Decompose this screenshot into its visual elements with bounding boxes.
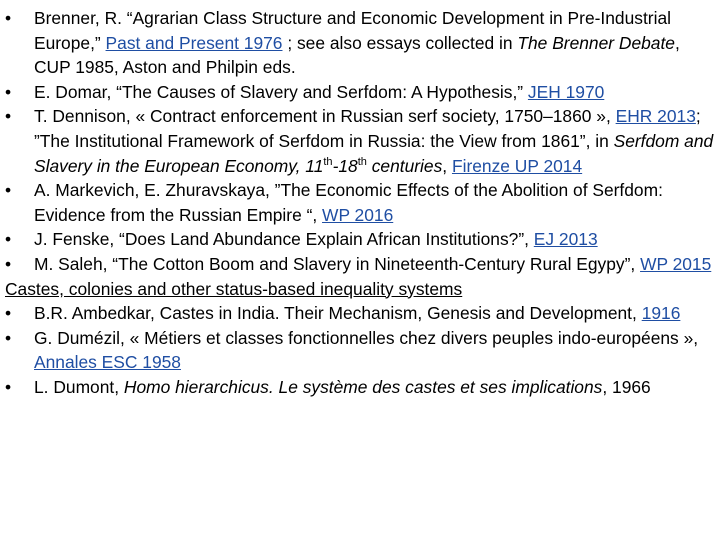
bullet-marker: •	[5, 81, 12, 102]
reference-text	[34, 375, 720, 400]
reference-text	[34, 104, 720, 178]
reference-citation: ; ”The Institutional Framework of Serfdom in Russia: the View from 1861”, in	[34, 106, 701, 151]
reference-entry-ambedkar	[0, 301, 720, 326]
reference-citation: B.R. Ambedkar, Castes in India. Their Mechanism, Genesis and Development,	[34, 303, 642, 324]
reference-entry-dumont	[0, 375, 720, 400]
bullet-marker: •	[5, 106, 12, 127]
reference-citation: J. Fenske, “Does Land Abundance Explain African Institutions?”,	[34, 229, 534, 250]
reference-text	[34, 252, 720, 277]
reference-citation: ; see also essays collected in	[282, 32, 518, 53]
reference-text	[34, 80, 720, 105]
reference-text	[34, 178, 720, 227]
reference-entry-markevich	[0, 178, 720, 227]
reference-link[interactable]: 1916	[641, 303, 681, 324]
reference-text	[34, 6, 720, 80]
reference-citation: L. Dumont,	[34, 376, 124, 397]
reference-entry-brenner	[0, 6, 720, 80]
reference-citation: , 1966	[602, 376, 651, 397]
reference-text	[34, 326, 720, 375]
reference-title-italic: Serfdom and Slavery in the European Economy, 11	[34, 130, 714, 176]
reference-link[interactable]: Firenze UP 2014	[451, 155, 583, 176]
reference-title-italic: -18	[332, 155, 358, 176]
reference-title-italic: The Brenner Debate	[517, 32, 675, 53]
bullet-marker: •	[5, 303, 12, 324]
reference-citation: , CUP 1985, Aston and Philpin eds.	[34, 32, 680, 78]
reference-citation: M. Saleh, “The Cotton Boom and Slavery in Nineteenth-Century Rural Egypy”,	[34, 253, 641, 274]
bullet-marker: •	[5, 253, 12, 274]
reference-citation: G. Dumézil, « Métiers et classes fonctionnelles chez divers peuples indo-européens »,	[34, 327, 699, 348]
ordinal-superscript: th	[323, 155, 333, 168]
reference-citation: ,	[442, 155, 452, 176]
reference-entry-dumezil	[0, 326, 720, 375]
reference-citation: Brenner, R. “Agrarian Class Structure and Economic Development in Pre-Industrial Europe,”	[34, 8, 671, 53]
bullet-marker: •	[5, 327, 12, 348]
reference-citation: T. Dennison, « Contract enforcement in Russian serf society, 1750–1860 »,	[34, 106, 616, 127]
bullet-marker: •	[5, 8, 12, 28]
reference-title-italic: Homo hierarchicus. Le système des castes et ses implications	[123, 376, 603, 397]
reference-slide	[0, 6, 720, 540]
reference-title-italic: centuries	[366, 155, 443, 176]
reference-link[interactable]: EHR 2013	[615, 106, 696, 127]
reference-link[interactable]: WP 2016	[322, 204, 394, 225]
reference-link[interactable]: JEH 1970	[527, 81, 605, 102]
reference-entry-saleh	[0, 252, 720, 277]
reference-link[interactable]: Annales ESC 1958	[34, 352, 181, 373]
section-heading: Castes, colonies and other status-based inequality systems	[5, 278, 463, 299]
reference-link[interactable]: EJ 2013	[533, 229, 598, 250]
reference-text	[34, 227, 720, 252]
bullet-marker: •	[5, 229, 12, 250]
reference-citation: A. Markevich, E. Zhuravskaya, ”The Economic Effects of the Abolition of Serfdom: Evidence from the Russian Empire “,	[34, 180, 663, 225]
reference-link[interactable]: WP 2015	[640, 253, 712, 274]
bullet-marker: •	[5, 180, 12, 201]
reference-text	[34, 301, 720, 326]
reference-entry-dennison	[0, 104, 720, 178]
reference-link[interactable]: Past and Present 1976	[105, 32, 283, 53]
ordinal-superscript: th	[357, 155, 367, 168]
bullet-marker: •	[5, 376, 12, 397]
reference-entry-domar	[0, 80, 720, 105]
reference-entry-fenske	[0, 227, 720, 252]
reference-citation: E. Domar, “The Causes of Slavery and Serfdom: A Hypothesis,”	[34, 81, 528, 102]
